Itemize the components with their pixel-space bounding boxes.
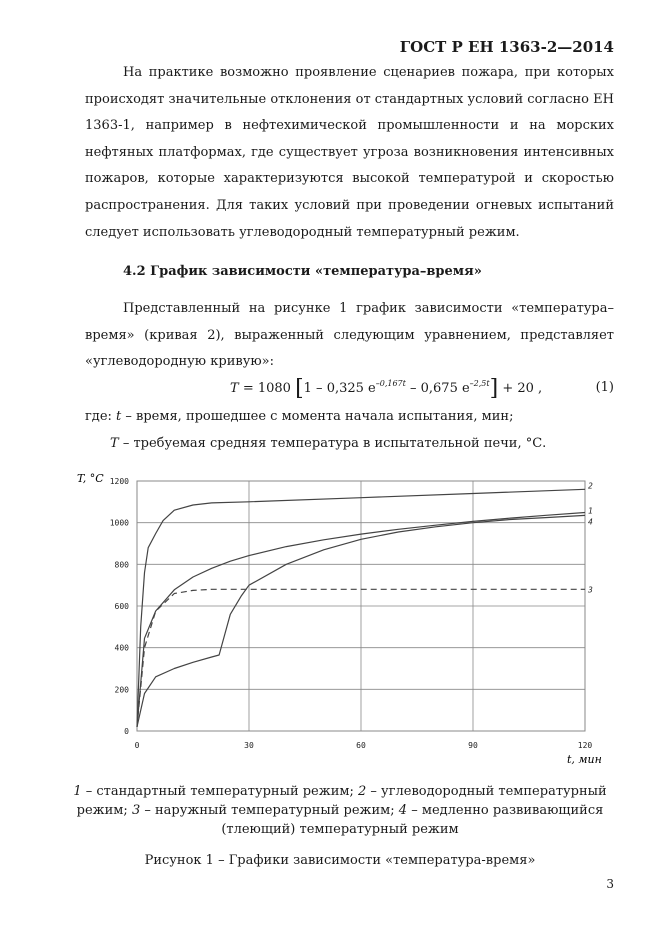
y-tick-label: 200 [114,685,129,695]
formula-exp1: –0,167t [375,379,406,388]
figure-caption [70,782,610,839]
caption-text-1: – стандартный температурный режим; [81,784,358,799]
x-tick-label: 120 [577,741,593,750]
chart-curves [137,481,593,726]
x-tick-label: 60 [356,741,366,750]
T-symbol: T [110,436,119,451]
section-paragraph [85,296,614,376]
curve-label-2: 2 [588,481,593,491]
page-number: 3 [606,877,614,891]
y-tick-label: 400 [114,643,129,653]
caption-num-2: 2 [358,784,367,799]
x-tick-label: 0 [134,741,140,750]
y-tick-label: 800 [114,560,129,570]
curve-label-3: 3 [588,585,593,595]
formula [230,376,542,401]
y-axis-label: T, °C [77,472,104,485]
formula-eq: = 1080 [242,381,291,396]
y-tick-label: 600 [114,602,129,611]
section-paragraph-text: Представленный на рисунке 1 график зависимости «температура–время» (кривая 2), выраженный следующим уравнением, представляет «углеводородную кривую»: [85,301,614,370]
formula-lhs: T [230,381,239,396]
formula-close-bracket: ] [489,376,499,401]
x-tick-label: 90 [468,741,478,750]
t-symbol: t [116,409,122,424]
equation-number: (1) [595,380,614,395]
formula-open-bracket: [ [295,376,304,401]
caption-text-2: – углеводородный температурный режим; [76,784,607,818]
intro-paragraph [85,60,614,246]
t-description: – время, прошедшее с момента начала испытания, мин; [125,409,514,424]
x-tick-label: 30 [244,741,254,750]
formula-term2: – 0,675 e [405,381,470,396]
caption-text-3: – наружный температурный режим; [140,803,399,818]
intro-paragraph-text: На практике возможно проявление сценариев пожара, при которых происходят значительные отклонения от стандартных условий согласно ЕН 1363-1, например в нефтехимической промышленности и на морских нефтяных платформах, где существует угроза возникновения интенсивных пожаров, которые характеризуются высокой температурой и скоростью распространения. Для таких условий при проведении огневых испытаний следует использовать углеводородный температурный режим. [85,65,614,240]
where-prefix: где: [85,409,112,424]
where-t-line [85,409,513,424]
chart-ticks [110,477,593,750]
curve-label-4: 4 [588,517,593,527]
curve-label-1: 1 [588,506,593,516]
caption-num-4: 4 [398,803,408,818]
y-tick-label: 1200 [109,477,129,486]
x-axis-label: t, мин [567,753,602,766]
figure-title: Рисунок 1 – Графики зависимости «температура-время» [144,853,536,868]
section-heading: 4.2 График зависимости «температура–время» [123,264,482,279]
T-description: – требуемая средняя температура в испытательной печи, °С. [122,436,547,451]
caption-text-4: – медленно развивающийся (тлеющий) температурный режим [221,803,604,837]
y-tick-label: 1000 [109,518,129,528]
caption-num-1: 1 [73,784,82,799]
formula-exp2: –2,5t [469,379,490,388]
formula-term1: 1 – 0,325 e [303,381,376,396]
document-header: ГОСТ Р ЕН 1363-2—2014 [399,38,614,56]
formula-tail: + 20 , [502,381,543,396]
temperature-time-chart [0,460,661,770]
caption-num-3: 3 [131,803,141,818]
y-tick-label: 0 [124,727,129,736]
where-T-line [110,436,546,451]
